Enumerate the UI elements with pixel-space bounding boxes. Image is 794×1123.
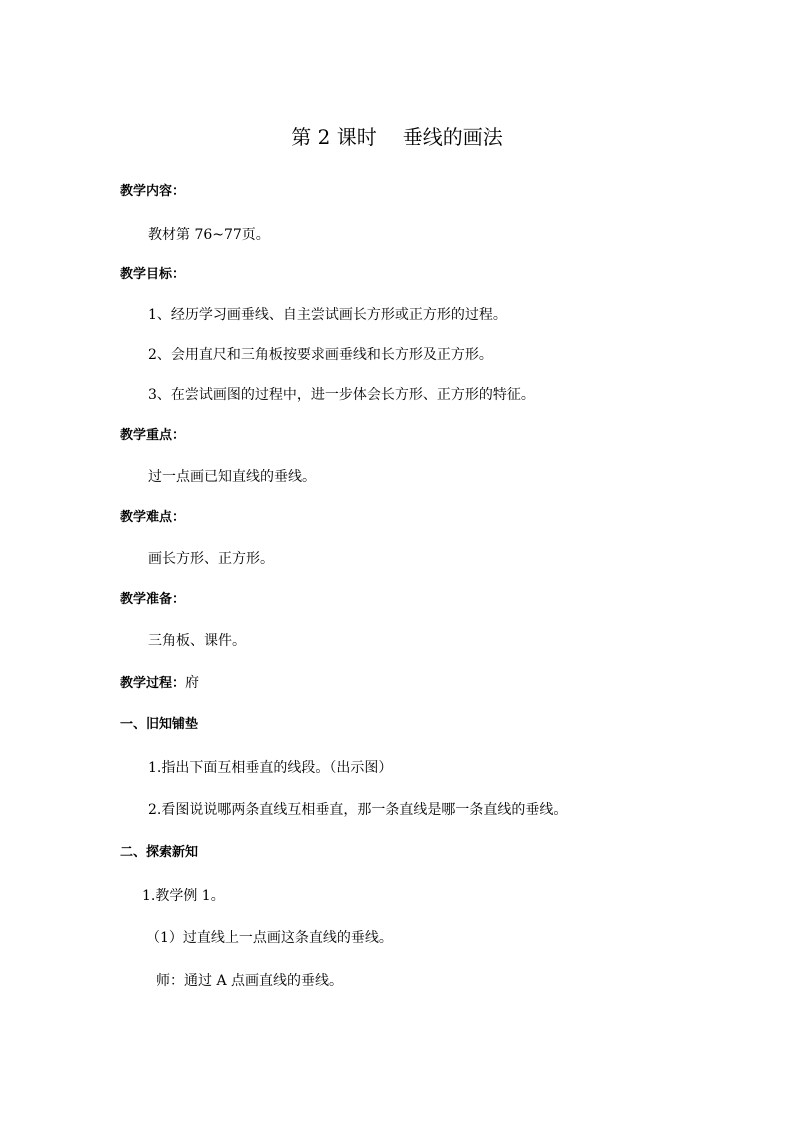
teaching-process-heading	[120, 674, 199, 693]
part-two-heading: 二、探索新知	[120, 845, 199, 860]
part-two-teacher-line: 师：通过 A 点画直线的垂线。	[156, 973, 344, 989]
title-lesson-number: 第 2 课时	[291, 125, 377, 149]
teaching-goals-heading: 教学目标：	[120, 267, 186, 282]
teaching-content-text: 教材第 76~77页。	[148, 227, 270, 243]
part-one-item-1: 1.指出下面互相垂直的线段。（出示图）	[148, 760, 393, 776]
teaching-key-point-heading: 教学重点：	[120, 428, 186, 443]
part-one-item-2: 2.看图说说哪两条直线互相垂直，那一条直线是哪一条直线的垂线。	[148, 802, 568, 818]
teaching-goal-2: 2、会用直尺和三角板按要求画垂线和长方形及正方形。	[148, 347, 493, 363]
teaching-key-point-text: 过一点画已知直线的垂线。	[148, 469, 316, 485]
teaching-goal-3: 3、在尝试画图的过程中，进一步体会长方形、正方形的特征。	[148, 387, 535, 403]
title-topic: 垂线的画法	[402, 125, 503, 149]
teaching-process-label: 教学过程：	[120, 676, 186, 691]
teaching-difficulty-text: 画长方形、正方形。	[148, 551, 274, 567]
part-two-item-1: 1.教学例 1。	[142, 888, 225, 904]
part-one-heading: 一、旧知铺垫	[120, 717, 199, 732]
teaching-content-heading: 教学内容：	[120, 184, 186, 199]
teaching-prep-heading: 教学准备：	[120, 592, 186, 607]
teaching-prep-text: 三角板、课件。	[148, 633, 246, 649]
teaching-difficulty-heading: 教学难点：	[120, 510, 186, 525]
page-title	[0, 125, 794, 149]
part-two-subitem-1: （1）过直线上一点画这条直线的垂线。	[146, 930, 393, 946]
teaching-process-suffix: 府	[185, 675, 200, 691]
teaching-goal-1: 1、经历学习画垂线、自主尝试画长方形或正方形的过程。	[148, 307, 507, 323]
